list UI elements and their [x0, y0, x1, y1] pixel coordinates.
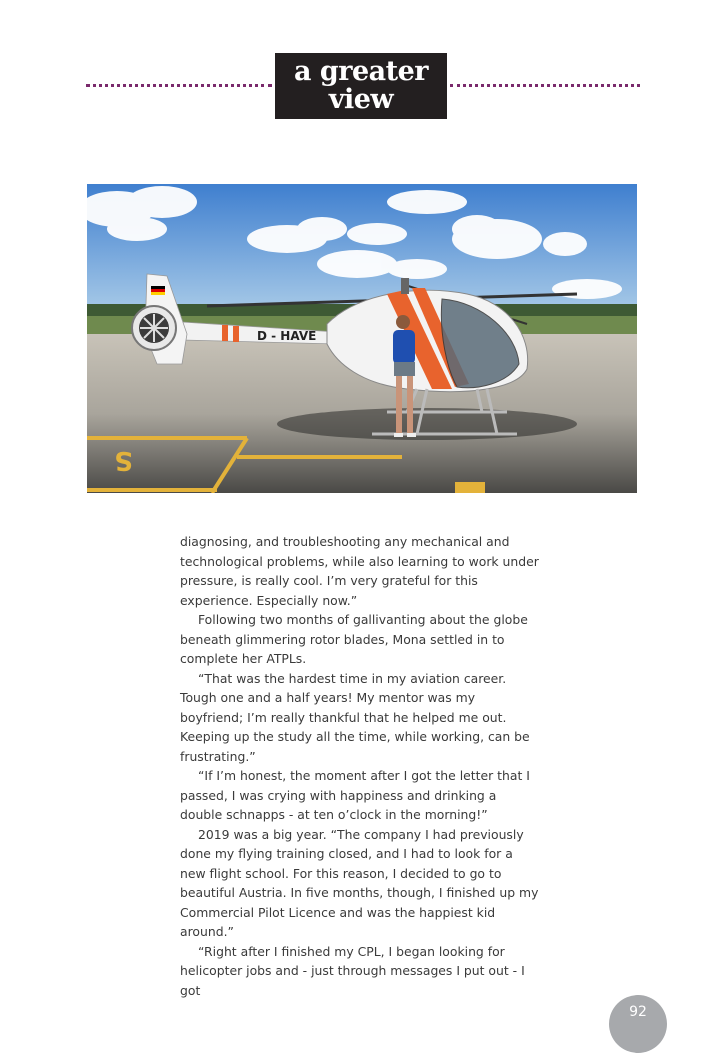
- article-paragraph: Following two months of gallivanting about the globe beneath glimmering rotor blades, Mona settled in to complete her ATPLs.: [180, 612, 528, 666]
- page-number-tab: [609, 995, 667, 1053]
- page-number: 92: [629, 1004, 647, 1020]
- article-paragraph: “That was the hardest time in my aviation career. Tough one and a half years! My mentor was my boyfriend; I’m really thankful that he helped me out. Keeping up the study all the time, while working, can be frustrating.”: [180, 670, 530, 764]
- divider-dots-right: [450, 84, 640, 87]
- article-paragraph: “If I’m honest, the moment after I got the letter that I passed, I was crying with happiness and drinking a double schnapps - at ten o’clock in the morning!”: [180, 768, 530, 822]
- article-paragraph: 2019 was a big year. “The company I had previously done my flying training closed, and I had to look for a new flight school. For this reason, I decided to go to beautiful Austria. In five months, though, I finished up my Commercial Pilot Licence and was the happiest kid around.”: [180, 826, 539, 939]
- helicopter-photo: [87, 184, 637, 493]
- article-body: [180, 532, 542, 1000]
- helipad-mark: S: [114, 445, 133, 475]
- article-paragraph: diagnosing, and troubleshooting any mechanical and technological problems, while also learning to work under pressure, is really cool. I’m very grateful for this experience. Especially now.”: [180, 534, 539, 608]
- article-paragraph: “Right after I finished my CPL, I began looking for helicopter jobs and - just through messages I put out - I got: [180, 943, 525, 998]
- registration-text: D - HAVE: [257, 329, 317, 343]
- section-title-line2: view: [328, 84, 394, 115]
- divider-dots-left: [86, 84, 272, 87]
- section-title-line1: a greater: [293, 56, 429, 87]
- section-title: [275, 53, 447, 119]
